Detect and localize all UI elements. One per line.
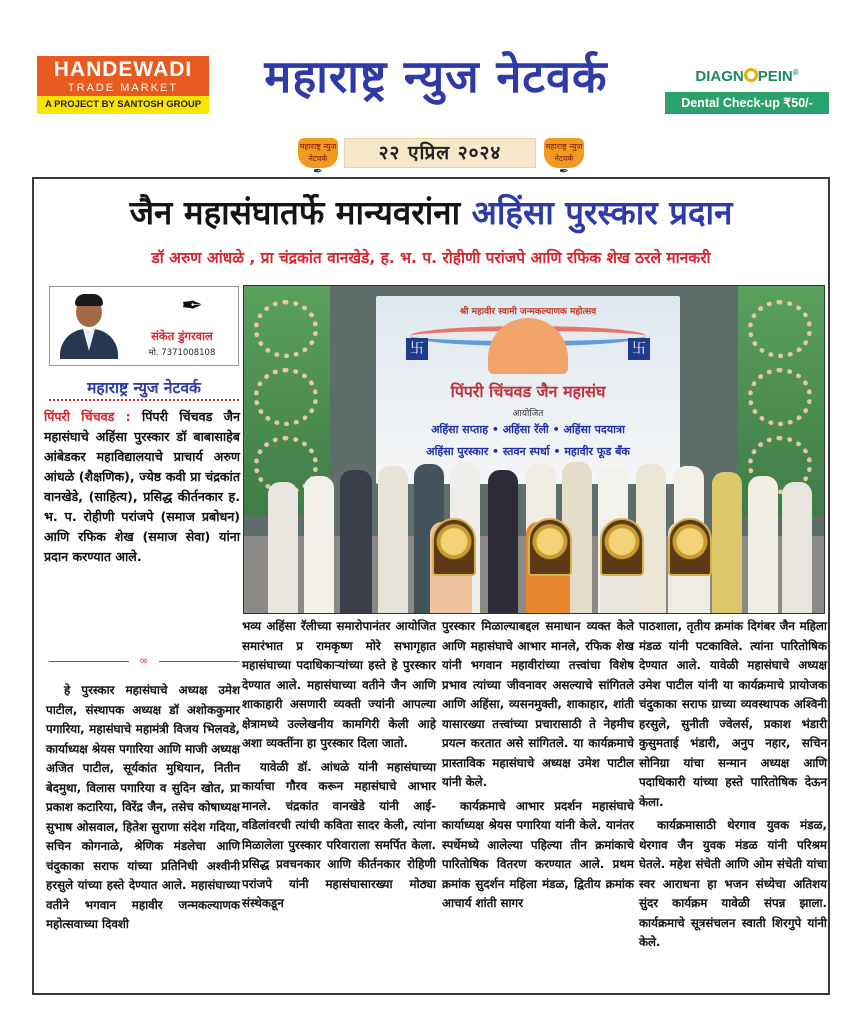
handewadi-ad[interactable] — [37, 56, 209, 116]
diagnopein-brand-a: DIAGN — [695, 68, 744, 85]
paragraph: पुरस्कार मिळाल्याबद्दल समाधान व्यक्त केले आणि महासंघाचे आभार मानले, रफिक शेख यांनी भगवान महावीरांच्या तत्त्वांचा विशेष प्रभाव त्यांच्या जीवनावर असल्याचे सांगितले आणि अहिंसा, व्यसनमुक्ती, शाकाहार, शांती यासारख्या तत्त्वांच्या प्रचारासाठी ते नेहमीच प्रयत्न करतात असे सांगितले. या कार्यक्रमाचे प्रास्ताविक महासंघाचे अध्यक्ष उमेश पाटील यांनी केले. — [442, 619, 634, 789]
article-column-4 — [639, 617, 827, 953]
swastika-icon: 卐 — [628, 338, 650, 360]
handewadi-sub: TRADE MARKET — [67, 82, 179, 94]
diagnopein-brand-b: PEIN — [757, 68, 793, 85]
dotted-divider — [49, 399, 239, 401]
author-card — [49, 286, 239, 366]
paragraph: कार्यक्रमासाठी थेरगाव युवक मंडळ, थेरगाव जैन युवक मंडळ यांनी परिश्रम घेतले. महेश संचेती आणि ओम संचेती यांचा स्वर आराधना हा भजन संध्येचा अतिशय सुंदर कार्यक्रम यावेळी संपन्न झाला. कार्यक्रमाचे सूत्रसंचलन स्वाती शिरगुपे यांनी केले. — [639, 818, 827, 949]
author-avatar — [56, 293, 122, 359]
author-name: संकेत डुंगरवाल — [151, 329, 213, 343]
headline-part-2: अहिंसा पुरस्कार प्रदान — [471, 193, 733, 232]
mini-logo-left — [298, 138, 338, 178]
ornament-divider — [49, 654, 239, 667]
stage-banner — [376, 296, 680, 484]
paragraph: यावेळी डॉ. आंधळे यांनी महासंघाच्या कार्याचा गौरव करून महासंघाचे आभार मानले. चंद्रकांत वानखेडे यांनी आई-वडिलांवरची त्यांची कविता सादर केली, त्यांना मिळालेला पुरस्कार परिवाराला समर्पित केला. प्रसिद्ध प्रवचनकार आणि कीर्तनकार रोहिणी परांजपे यांनी महासंघासारख्या मोठ्या संस्थेकडून — [242, 759, 436, 910]
lead-paragraph — [44, 407, 240, 567]
mini-logo-right — [544, 138, 584, 178]
diagnopein-logo — [665, 62, 829, 88]
paragraph: हे पुरस्कार महासंघाचे अध्यक्ष उमेश पाटील, संस्थापक अध्यक्ष डॉ अशोककुमार पगारिया, महासंघाचे महामंत्री विजय भिलवडे, कार्याध्यक्ष श्रेयस पगारिया आणि माजी अध्यक्ष अजित पाटील, सूर्यकांत मुथियान, नितीन बेदमुथा, विलास पगारिया व सुदिन खोत, प्रा प्रकाश कटारिया, विरेंद्र जैन, तसेच कोषाध्यक्ष सुभाष ओसवाल, हितेश सुराणा संदेश गदिया, सचिन कोगनाळे, श्रेणिक मंडलेचा आणि चंदुकाका सराफ यांच्या प्रतिनिधी अश्वीनी हरसुले यांच्या हस्ते देण्यात आले. महासंघाच्या वतीने भगवान महावीर जन्मकल्याणक महोत्सवाच्या दिवशी — [46, 683, 240, 931]
paragraph: कार्यक्रमाचे आभार प्रदर्शन महासंघाचे कार्याध्यक्ष श्रेयस पगारिया यांनी केले. यानंतर स्पर्धेमध्ये आलेल्या पहिल्या तीन क्रमांकाचे पारितोषिक वितरण करण्यात आले. प्रथम क्रमांक सुदर्शन महिला मंडळ, द्वितीय क्रमांक आचार्य शांती सागर — [442, 798, 634, 910]
ornament-icon: ∞ — [139, 654, 149, 667]
author-phone: मो. 7371008108 — [148, 348, 216, 358]
event-photo — [243, 285, 825, 614]
article-frame — [32, 177, 830, 995]
award-trophy — [432, 518, 476, 576]
paragraph: पाठशाला, तृतीय क्रमांक दिगंबर जैन महिला मंडळ यांनी पटकाविले. त्यांना पारितोषिक देण्यात आले. यावेळी महासंघाचे अध्यक्ष उमेश पाटील यांनी या कार्यक्रमाचे प्रायोजक चंदुकाका सराफ ग्राच्या व्यवस्थापक अश्विनी हरसुले, सुनीती ज्वेलर्स, प्रकाश भंडारी कुसुमताई भंडारी, अनुप नहार, सचिन सोनिग्रा यांचा सन्मान अध्यक्ष आणि पदाधिकारी यांच्या हस्ते पारितोषिक देऊन केला. — [639, 619, 827, 809]
handewadi-ad-top — [37, 56, 209, 96]
dental-offer: Dental Check-up ₹50/- — [665, 92, 829, 114]
tooth-ring-icon — [744, 68, 758, 82]
diagnopein-ad[interactable] — [665, 62, 829, 114]
source-label: महाराष्ट्र न्युज नेटवर्क — [87, 379, 201, 397]
banner-line-2: अहिंसा सप्ताह • अहिंसा रॅली • अहिंसा पदयात्रा — [431, 423, 625, 436]
dateline-place: पिंपरी चिंचवड : — [44, 409, 131, 424]
swastika-icon: 卐 — [406, 338, 428, 360]
handewadi-tagline: A PROJECT BY SANTOSH GROUP — [37, 96, 209, 114]
headline-part-1: जैन महासंघातर्फे मान्यवरांना — [129, 193, 461, 232]
registered-mark: ® — [792, 68, 799, 77]
paragraph: भव्य अहिंसा रॅलीच्या समारोपानंतर आयोजित समारंभात प्र रामकृष्ण मोरे सभागृहात महासंघाच्या पदाधिकाऱ्यांच्या हस्ते हे पुरस्कार देण्यात आले. महासंघाच्या वतीने जैन आणि शाकाहारी असणारी व्यक्ती ज्यांनी आपल्या क्षेत्रामध्ये उल्लेखनीय कामगिरी केली आहे अशा व्यक्तींना हा पुरस्कार दिला जातो. — [242, 619, 436, 750]
issue-date: २२ एप्रिल २०२४ — [344, 138, 536, 168]
date-row — [0, 134, 866, 178]
pen-icon: ✒ — [558, 164, 570, 178]
lead-text: पिंपरी चिंचवड जैन महासंघाचे अहिंसा पुरस्कार डॉ बाबासाहेब आंबेडकर महाविद्यालयाचे प्राचार्य अरुण आंधळे (शैक्षणिक), ज्येष्ठ कवी प्रा चंद्रकांत वानखेडे, (साहित्य), प्रसिद्ध कीर्तनकार ह. भ. प. रोहीणी परांजपे (समाज प्रबोधन) आणि रफिक शेख (समाज सेवा) यांना प्रदान करण्यात आले. — [44, 409, 240, 564]
banner-line-1: आयोजित — [512, 409, 544, 419]
subheadline: डॉ अरुण आंधळे , प्रा चंद्रकांत वानखेडे, ह. भ. प. रोहीणी परांजपे आणि रफिक शेख ठरले मानकरी — [151, 249, 711, 267]
award-trophy — [600, 518, 644, 576]
banner-line-3: अहिंसा पुरस्कार • स्तवन स्पर्धा • महावीर फूड बँक — [426, 445, 630, 458]
handewadi-brand: HANDEWADI — [53, 58, 193, 81]
article-column-2 — [242, 617, 436, 914]
pen-icon: ✒ — [312, 164, 324, 178]
award-trophy — [668, 518, 712, 576]
mini-logo-text: महाराष्ट्र न्युज नेटवर्क — [545, 142, 583, 163]
article-column-3 — [442, 617, 634, 914]
article-column-1 — [46, 681, 240, 935]
headline — [34, 189, 828, 237]
award-trophy — [528, 518, 572, 576]
banner-title: पिंपरी चिंचवड जैन महासंघ — [450, 382, 606, 401]
fountain-pen-icon: ✒ — [181, 291, 203, 321]
mini-logo-text: महाराष्ट्र न्युज नेटवर्क — [299, 142, 337, 163]
newspaper-masthead: महाराष्ट्र न्युज नेटवर्क — [264, 50, 608, 103]
banner-top-text: श्री महावीर स्वामी जन्मकल्याणक महोत्सव — [459, 307, 597, 317]
